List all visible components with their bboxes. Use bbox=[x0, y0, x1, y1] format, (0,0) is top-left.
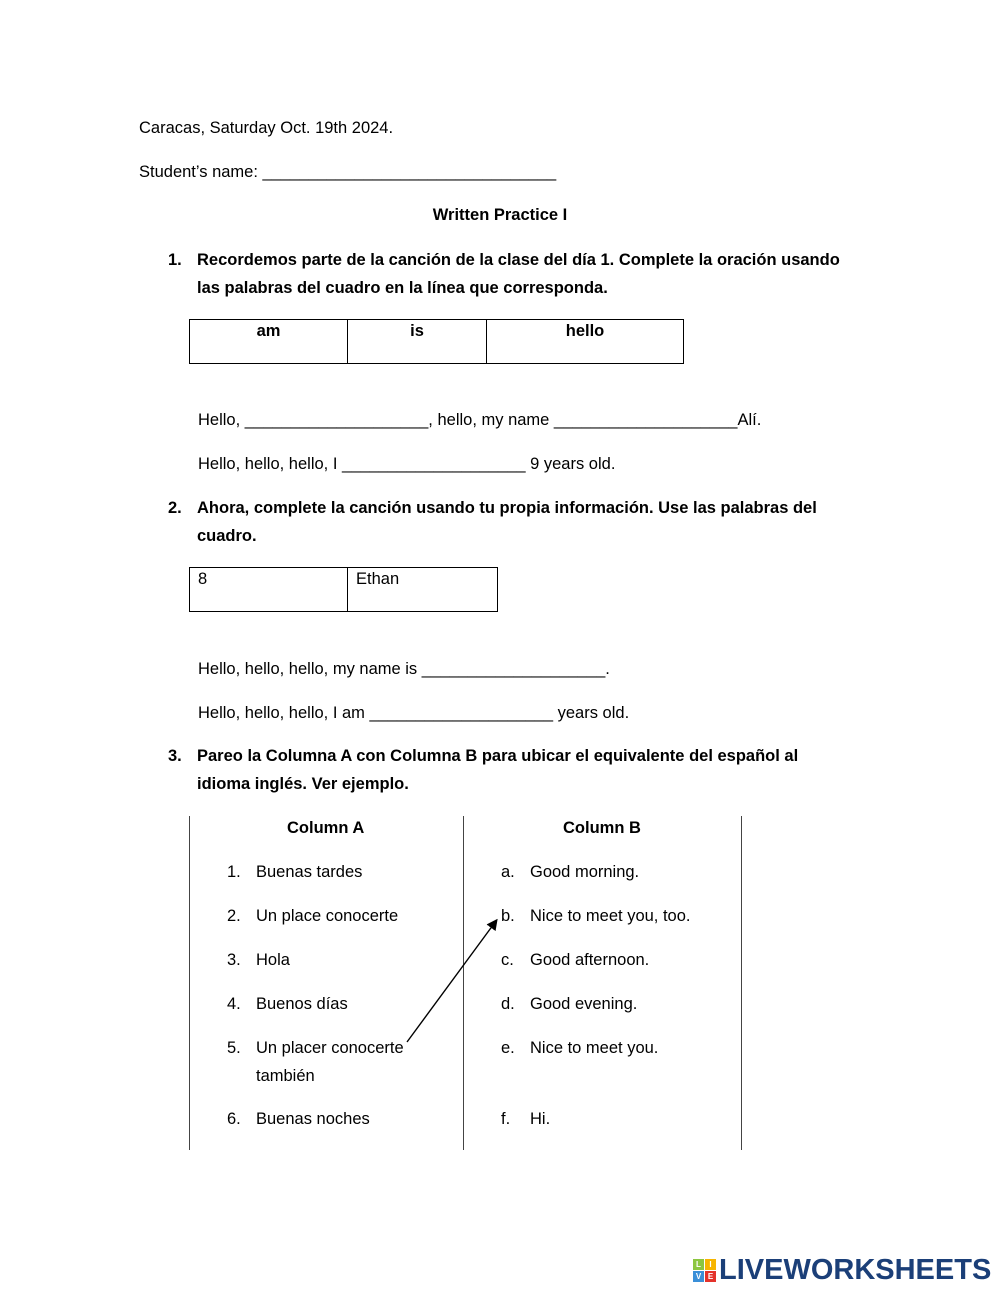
item-letter: e. bbox=[501, 1039, 515, 1057]
item-number: 4. bbox=[227, 995, 241, 1013]
student-name-field[interactable]: Student’s name: ________________________________ bbox=[139, 163, 557, 181]
worksheet-title: Written Practice I bbox=[432, 206, 568, 224]
word-cell: Ethan bbox=[348, 568, 498, 612]
column-b-item[interactable]: Hi. bbox=[530, 1110, 551, 1128]
item-number: 6. bbox=[227, 1110, 241, 1128]
word-cell: 8 bbox=[190, 568, 348, 612]
column-b-item[interactable]: Good morning. bbox=[530, 863, 640, 881]
column-a-item[interactable]: Buenas noches bbox=[256, 1110, 370, 1128]
item-letter: a. bbox=[501, 863, 515, 881]
word-cell: is bbox=[348, 320, 487, 364]
q3-instruction-cont: idioma inglés. Ver ejemplo. bbox=[197, 775, 409, 793]
q1-instruction-cont: las palabras del cuadro en la línea que corresponda. bbox=[197, 279, 608, 297]
q1-sentence-2[interactable]: Hello, hello, hello, I ____________________ 9 years old. bbox=[198, 455, 616, 473]
q3-number: 3. bbox=[168, 747, 182, 765]
column-b-item[interactable]: Good evening. bbox=[530, 995, 638, 1013]
item-number: 3. bbox=[227, 951, 241, 969]
q1-instruction: Recordemos parte de la canción de la clase del día 1. Complete la oración usando bbox=[197, 251, 840, 269]
item-letter: d. bbox=[501, 995, 515, 1013]
q2-instruction-cont: cuadro. bbox=[197, 527, 257, 545]
column-a-item[interactable]: Hola bbox=[256, 951, 290, 969]
column-b-title: Column B bbox=[563, 819, 641, 837]
column-a-item[interactable]: Buenas tardes bbox=[256, 863, 363, 881]
q2-instruction: Ahora, complete la canción usando tu propia información. Use las palabras del bbox=[197, 499, 817, 517]
column-b-item[interactable]: Good afternoon. bbox=[530, 951, 650, 969]
q2-sentence-2[interactable]: Hello, hello, hello, I am ____________________ years old. bbox=[198, 704, 630, 722]
item-letter: c. bbox=[501, 951, 514, 969]
column-a-item-cont: también bbox=[256, 1067, 315, 1085]
item-number: 5. bbox=[227, 1039, 241, 1057]
word-cell: am bbox=[190, 320, 348, 364]
liveworksheets-logo bbox=[693, 1254, 991, 1287]
column-a-item[interactable]: Buenos días bbox=[256, 995, 348, 1013]
q2-sentence-1[interactable]: Hello, hello, hello, my name is ____________________. bbox=[198, 660, 610, 678]
item-letter: f. bbox=[501, 1110, 511, 1128]
item-number: 1. bbox=[227, 863, 241, 881]
q3-instruction: Pareo la Columna A con Columna B para ubicar el equivalente del español al bbox=[197, 747, 799, 765]
q1-number: 1. bbox=[168, 251, 182, 269]
q1-sentence-1[interactable]: Hello, ____________________, hello, my name ____________________Alí. bbox=[198, 411, 762, 429]
column-a-item[interactable]: Un place conocerte bbox=[256, 907, 399, 925]
word-cell: hello bbox=[487, 320, 684, 364]
item-letter: b. bbox=[501, 907, 515, 925]
q2-number: 2. bbox=[168, 499, 182, 517]
column-b-item[interactable]: Nice to meet you. bbox=[530, 1039, 659, 1057]
logo-text: LIVEWORKSHEETS bbox=[719, 1254, 992, 1286]
column-b-item[interactable]: Nice to meet you, too. bbox=[530, 907, 691, 925]
column-a-item[interactable]: Un placer conocerte bbox=[256, 1039, 404, 1057]
logo-tiles-icon: L I V E bbox=[693, 1259, 716, 1282]
column-a-title: Column A bbox=[287, 819, 365, 837]
item-number: 2. bbox=[227, 907, 241, 925]
date-line: Caracas, Saturday Oct. 19th 2024. bbox=[139, 119, 394, 137]
